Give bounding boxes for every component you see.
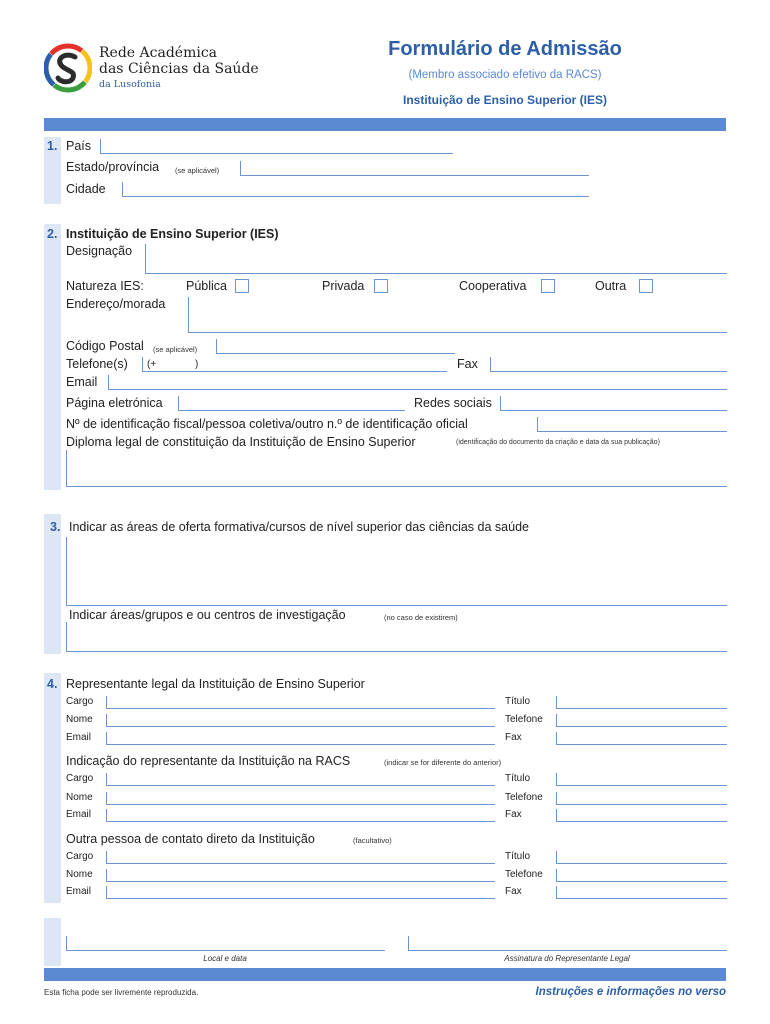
bottom-divider-bar: [44, 968, 726, 981]
ind-email-field[interactable]: [106, 809, 495, 822]
pais-field[interactable]: [100, 139, 453, 154]
outra-pessoa-note: (facultativo): [353, 836, 392, 845]
areas-field[interactable]: [66, 537, 727, 606]
email-label: Email: [66, 375, 98, 389]
rep-fax-field[interactable]: [556, 732, 727, 745]
outra-checkbox[interactable]: [639, 279, 653, 293]
designacao-field[interactable]: [145, 244, 727, 274]
outra-fax-field[interactable]: [556, 886, 727, 899]
signature-strip: [44, 918, 61, 966]
rep-fax-label: Fax: [505, 732, 522, 743]
ind-fax-label: Fax: [505, 809, 522, 820]
local-data-field[interactable]: [66, 936, 385, 951]
section-3-strip: [44, 514, 61, 654]
email-field[interactable]: [108, 375, 727, 390]
privada-checkbox[interactable]: [374, 279, 388, 293]
section-3-number: 3.: [50, 520, 61, 534]
ind-nome-field[interactable]: [106, 792, 495, 805]
outra-telefone-label: Telefone: [505, 869, 543, 880]
outra-nome-field[interactable]: [106, 869, 495, 882]
form-subtitle: (Membro associado efetivo da RACS): [408, 69, 602, 81]
outra-label: Outra: [595, 279, 627, 293]
signature-label: Assinatura do Representante Legal: [504, 954, 630, 963]
outra-telefone-field[interactable]: [556, 869, 727, 882]
codigo-postal-field[interactable]: [216, 339, 455, 354]
representante-heading: Representante legal da Instituição de Ensino Superior: [66, 677, 365, 691]
codigo-postal-note: (se aplicável): [153, 345, 198, 354]
investigacao-label: Indicar áreas/grupos e ou centros de investigação: [69, 608, 346, 622]
ind-fax-field[interactable]: [556, 809, 727, 822]
rep-titulo-label: Título: [505, 696, 531, 707]
outra-cargo-label: Cargo: [66, 851, 94, 862]
pagina-label: Página eletrónica: [66, 396, 163, 410]
outra-nome-label: Nome: [66, 869, 93, 880]
indicacao-note: (indicar se for diferente do anterior): [384, 758, 502, 767]
publica-checkbox[interactable]: [235, 279, 249, 293]
cidade-field[interactable]: [122, 182, 589, 197]
estado-note: (se aplicável): [175, 166, 220, 175]
rep-nome-label: Nome: [66, 714, 93, 725]
form-title: Formulário de Admissão: [388, 38, 622, 60]
endereco-label: Endereço/morada: [66, 297, 166, 311]
rep-email-label: Email: [66, 732, 92, 743]
outra-email-label: Email: [66, 886, 92, 897]
ind-telefone-label: Telefone: [505, 792, 543, 803]
estado-label: Estado/província: [66, 160, 160, 174]
diploma-note: (identificação do documento da criação e data da sua publicação): [456, 439, 660, 446]
section-1-number: 1.: [47, 139, 58, 153]
fax-label: Fax: [457, 357, 478, 371]
section-4-strip: [44, 673, 61, 903]
signature-field[interactable]: [408, 936, 727, 951]
redes-field[interactable]: [500, 396, 727, 411]
footer-reproduction-note: Esta ficha pode ser livremente reproduzida.: [44, 988, 199, 997]
outra-email-field[interactable]: [106, 886, 495, 899]
outra-titulo-field[interactable]: [556, 851, 727, 864]
investigacao-field[interactable]: [66, 622, 727, 652]
outra-pessoa-heading: Outra pessoa de contato direto da Instituição: [66, 832, 315, 846]
ind-telefone-field[interactable]: [556, 792, 727, 805]
diploma-label: Diploma legal de constituição da Instituição de Ensino Superior: [66, 435, 416, 449]
codigo-postal-label: Código Postal: [66, 339, 144, 353]
rep-email-field[interactable]: [106, 732, 495, 745]
org-name-line2: das Ciências da Saúde: [99, 61, 259, 77]
outra-titulo-label: Título: [505, 851, 531, 862]
natureza-label: Natureza IES:: [66, 279, 144, 293]
indicacao-heading: Indicação do representante da Instituição na RACS: [66, 754, 351, 768]
redes-label: Redes sociais: [414, 396, 492, 410]
endereco-field[interactable]: [188, 297, 727, 333]
telefone-field[interactable]: [142, 357, 447, 372]
rep-cargo-field[interactable]: [106, 696, 495, 709]
cidade-label: Cidade: [66, 182, 106, 196]
pagina-field[interactable]: [178, 396, 405, 411]
ind-titulo-label: Título: [505, 773, 531, 784]
rep-cargo-label: Cargo: [66, 696, 94, 707]
org-name-line3: da Lusofonia: [99, 79, 161, 90]
investigacao-note: (no caso de existirem): [384, 613, 458, 622]
designacao-label: Designação: [66, 244, 133, 258]
section-4-number: 4.: [47, 677, 58, 691]
publica-label: Pública: [186, 279, 227, 293]
ind-cargo-field[interactable]: [106, 773, 495, 786]
rep-telefone-field[interactable]: [556, 714, 727, 727]
privada-label: Privada: [322, 279, 365, 293]
ind-email-label: Email: [66, 809, 92, 820]
estado-field[interactable]: [240, 161, 589, 176]
form-subtitle-ies: Instituição de Ensino Superior (IES): [402, 93, 608, 107]
diploma-field[interactable]: [66, 450, 727, 487]
outra-cargo-field[interactable]: [106, 851, 495, 864]
ind-cargo-label: Cargo: [66, 773, 94, 784]
footer-instructions-link[interactable]: Instruções e informações no verso: [535, 986, 726, 998]
top-divider-bar: [44, 118, 726, 131]
cooperativa-checkbox[interactable]: [541, 279, 555, 293]
rep-nome-field[interactable]: [106, 714, 495, 727]
ind-nome-label: Nome: [66, 792, 93, 803]
telefone-prefix-close: ): [195, 359, 199, 370]
fax-field[interactable]: [490, 357, 727, 372]
pais-label: País: [66, 139, 92, 153]
nif-label: Nº de identificação fiscal/pessoa coletiva/outro n.º de identificação oficial: [66, 417, 468, 431]
org-name-line1: Rede Académica: [99, 45, 218, 61]
rep-telefone-label: Telefone: [505, 714, 543, 725]
outra-fax-label: Fax: [505, 886, 522, 897]
areas-label: Indicar as áreas de oferta formativa/cursos de nível superior das ciências da saúde: [69, 520, 529, 534]
section-2-heading: Instituição de Ensino Superior (IES): [66, 227, 279, 241]
local-data-label: Local e data: [203, 954, 247, 963]
racs-logo: [44, 42, 92, 94]
rep-titulo-field[interactable]: [556, 696, 727, 709]
telefone-prefix: (+: [147, 359, 157, 370]
cooperativa-label: Cooperativa: [459, 279, 527, 293]
section-2-strip: [44, 224, 61, 490]
telefone-label: Telefone(s): [66, 357, 128, 371]
nif-field[interactable]: [537, 417, 727, 432]
section-2-number: 2.: [47, 227, 58, 241]
ind-titulo-field[interactable]: [556, 773, 727, 786]
